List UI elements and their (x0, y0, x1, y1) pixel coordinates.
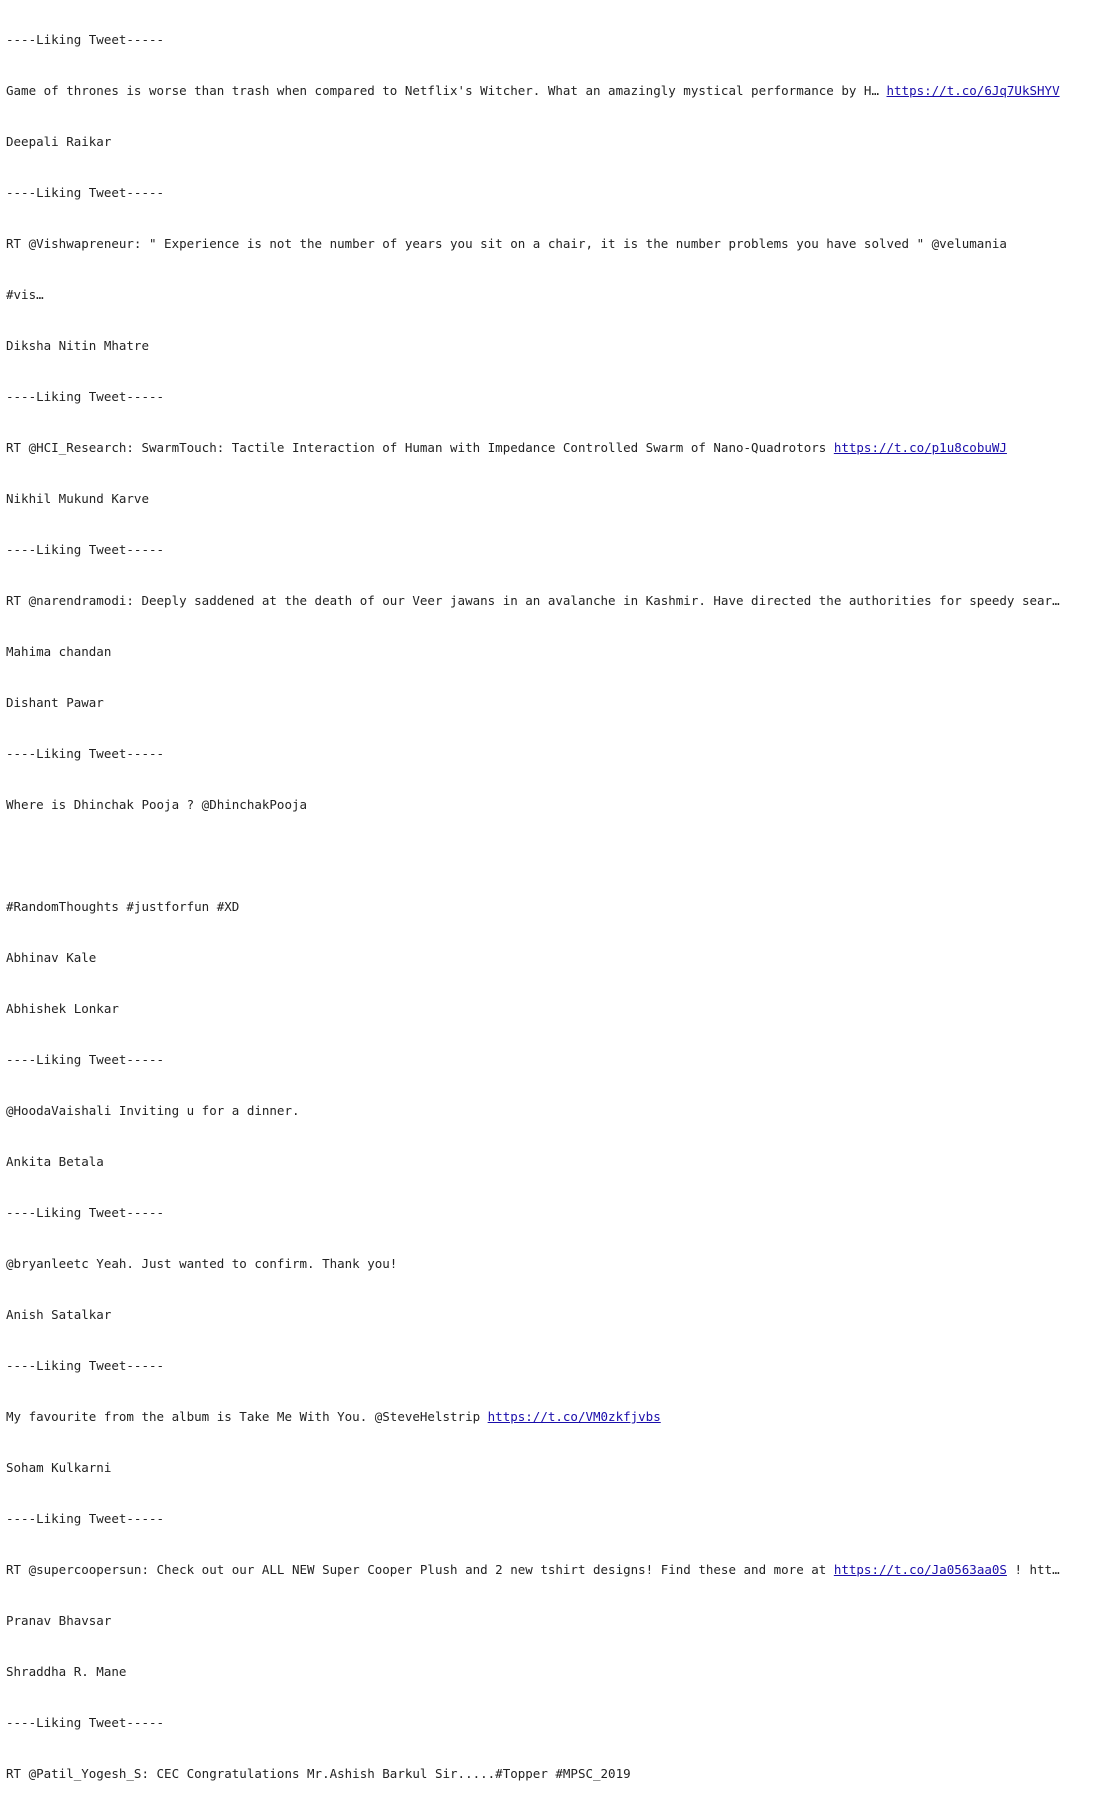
tweet-link[interactable]: https://t.co/Ja0563aa0S (833, 1562, 1007, 1577)
user-name-line: Nikhil Mukund Karve (6, 491, 149, 506)
user-name-line: Abhinav Kale (6, 950, 97, 965)
user-name-line: Deepali Raikar (6, 134, 112, 149)
tweet-text-line: @bryanleetc Yeah. Just wanted to confirm. Thank you! (6, 1256, 398, 1271)
tweet-text-line: #vis… (6, 287, 44, 302)
separator-line: ----Liking Tweet----- (6, 32, 165, 47)
separator-line: ----Liking Tweet----- (6, 1511, 165, 1526)
tweet-text-line (6, 82, 1096, 99)
separator-line: ----Liking Tweet----- (6, 542, 165, 557)
user-name-line: Dishant Pawar (6, 695, 104, 710)
separator-line: ----Liking Tweet----- (6, 1052, 165, 1067)
tweet-link[interactable]: https://t.co/p1u8cobuWJ (833, 440, 1007, 455)
tweet-text-line: RT @narendramodi: Deeply saddened at the death of our Veer jawans in an avalanche in Kashmir. Have directed the authorities for speedy sear… (6, 593, 1060, 608)
separator-line: ----Liking Tweet----- (6, 1358, 165, 1373)
tweet-text-line: Where is Dhinchak Pooja ? @DhinchakPooja (6, 797, 308, 812)
tweet-text-line (6, 439, 1096, 456)
user-name-line: Diksha Nitin Mhatre (6, 338, 149, 353)
tweet-text: RT @HCI_Research: SwarmTouch: Tactile Interaction of Human with Impedance Controlled Swarm of Nano-Quadrotors (6, 440, 834, 455)
tweet-text: Game of thrones is worse than trash when compared to Netflix's Witcher. What an amazingly mystical performance by H… (6, 83, 887, 98)
user-name-line: Soham Kulkarni (6, 1460, 112, 1475)
tweet-text-line: #RandomThoughts #justforfun #XD (6, 899, 240, 914)
separator-line: ----Liking Tweet----- (6, 1205, 165, 1220)
user-name-line: Anish Satalkar (6, 1307, 112, 1322)
tweet-text-line: RT @Patil_Yogesh_S: CEC Congratulations Mr.Ashish Barkul Sir.....#Topper #MPSC_2019 (6, 1766, 631, 1781)
tweet-link[interactable]: https://t.co/6Jq7UkSHYV (886, 83, 1060, 98)
tweet-link[interactable]: https://t.co/VM0zkfjvbs (487, 1409, 661, 1424)
blank-line (6, 847, 1096, 864)
separator-line: ----Liking Tweet----- (6, 185, 165, 200)
tweet-text-line: RT @Vishwapreneur: " Experience is not the number of years you sit on a chair, it is the number problems you have solved " @velumania (6, 236, 1007, 251)
separator-line: ----Liking Tweet----- (6, 1715, 165, 1730)
user-name-line: Abhishek Lonkar (6, 1001, 119, 1016)
user-name-line: Pranav Bhavsar (6, 1613, 112, 1628)
separator-line: ----Liking Tweet----- (6, 746, 165, 761)
user-name-line: Ankita Betala (6, 1154, 104, 1169)
user-name-line: Mahima chandan (6, 644, 112, 659)
separator-line: ----Liking Tweet----- (6, 389, 165, 404)
tweet-text: RT @supercoopersun: Check out our ALL NEW Super Cooper Plush and 2 new tshirt designs! Find these and more at (6, 1562, 834, 1577)
tweet-text-line (6, 1408, 1096, 1425)
tweet-text-tail: ! htt… (1006, 1562, 1060, 1577)
console-output (6, 0, 1096, 1799)
tweet-text-line: @HoodaVaishali Inviting u for a dinner. (6, 1103, 300, 1118)
tweet-text-line (6, 1561, 1096, 1578)
user-name-line: Shraddha R. Mane (6, 1664, 127, 1679)
tweet-text: My favourite from the album is Take Me With You. @SteveHelstrip (6, 1409, 488, 1424)
